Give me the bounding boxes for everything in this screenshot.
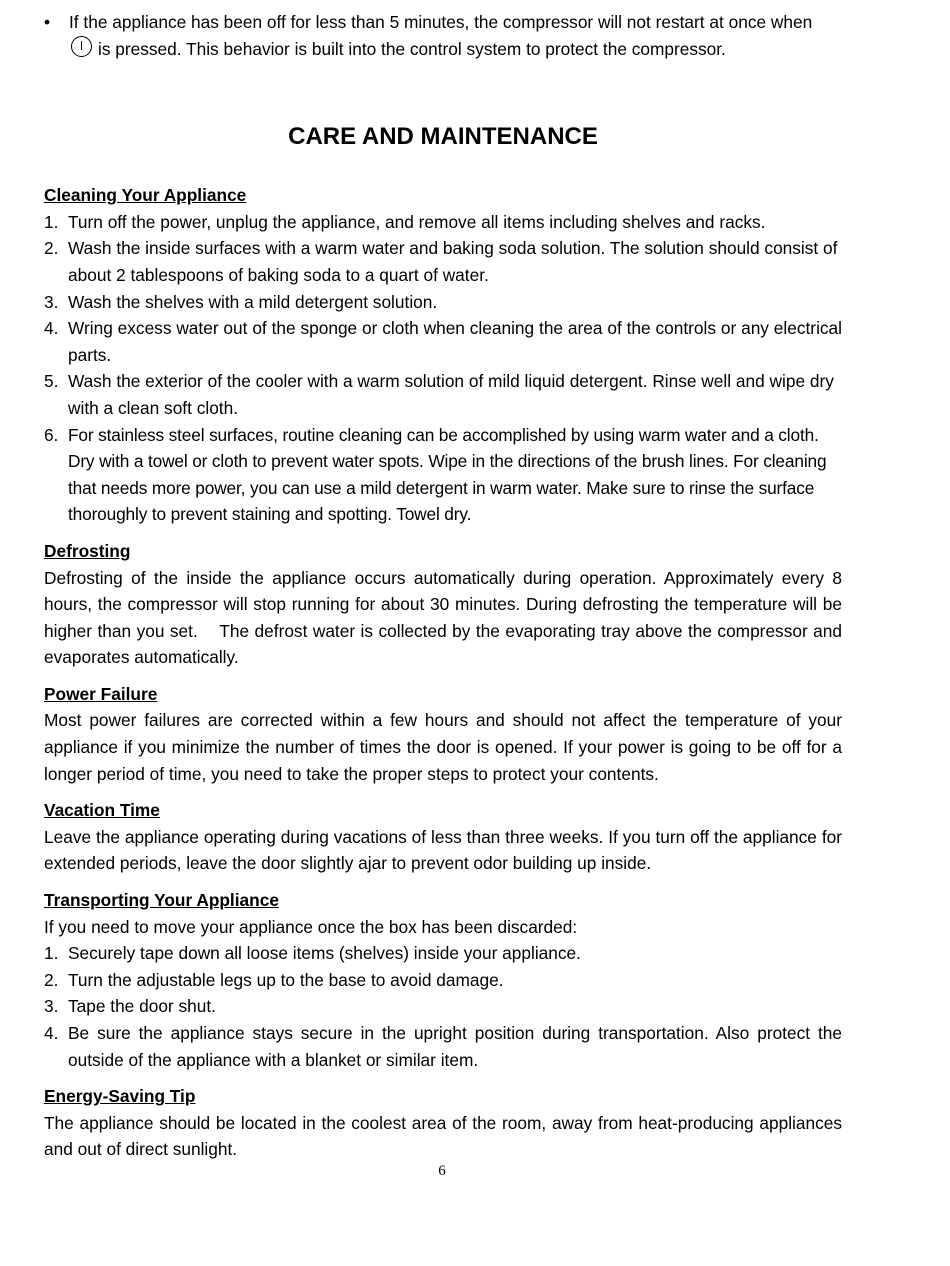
list-item-text: For stainless steel surfaces, routine cleaning can be accomplished by using warm water and a cloth. Dry with a towel or cloth to prevent water spots. Wipe in the directions of the brush lines. For cleaning that needs more power, you can use a mild detergent in warm water. Make sure to rinse the surface thoroughly to prevent staining and spotting. Towel dry. (68, 424, 827, 525)
vacation-heading: Vacation Time (44, 800, 160, 821)
defrosting-heading: Defrosting (44, 540, 131, 561)
list-item (44, 209, 842, 236)
list-item (44, 940, 842, 967)
page-number: 6 (438, 1163, 446, 1179)
energy-paragraph: The appliance should be located in the coolest area of the room, away from heat-producing appliances and out of direct sunlight. (44, 1112, 842, 1160)
list-item (44, 315, 842, 368)
list-item-number: 4. (44, 318, 59, 339)
energy-heading: Energy-Saving Tip (44, 1086, 196, 1107)
intro-bullet-text-end: is pressed. This behavior is built into the control system to protect the compressor. (98, 38, 726, 59)
page-title: CARE AND MAINTENANCE (288, 123, 598, 151)
power-failure-heading: Power Failure (44, 683, 158, 704)
list-item (44, 289, 842, 316)
list-item-text: Be sure the appliance stays secure in the upright position during transportation. Also protect the outside of the appliance with a blanket or similar item. (68, 1023, 842, 1070)
list-item-text: Wash the inside surfaces with a warm water and baking soda solution. The solution should consist of about 2 tablespoons of baking soda to a quart of water. (68, 238, 838, 285)
list-item-number: 1. (44, 943, 59, 964)
transporting-heading: Transporting Your Appliance (44, 890, 279, 911)
list-item-number: 2. (44, 969, 59, 990)
list-item (44, 422, 842, 528)
list-item-number: 4. (44, 1023, 59, 1043)
list-item (44, 967, 842, 994)
vacation-paragraph: Leave the appliance operating during vacations of less than three weeks. If you turn off the appliance for extended periods, leave the door slightly ajar to prevent odor building up inside. (44, 826, 842, 874)
cleaning-list (44, 209, 842, 528)
list-item-number: 3. (44, 996, 59, 1017)
list-item (44, 368, 842, 421)
intro-bullet (44, 9, 842, 62)
list-item-text: Securely tape down all loose items (shelves) inside your appliance. (68, 943, 581, 964)
bullet-marker: • (44, 12, 51, 32)
power-failure-paragraph: Most power failures are corrected within a few hours and should not affect the temperature of your appliance if you minimize the number of times the door is opened. If your power is going to be off for a longer period of time, you need to take the proper steps to protect your contents. (44, 710, 842, 784)
document-page (44, 9, 847, 1163)
power-button-icon (71, 36, 92, 57)
list-item (44, 1020, 842, 1073)
list-item (44, 235, 842, 288)
list-item-number: 2. (44, 238, 59, 259)
list-item-text: Tape the door shut. (68, 996, 216, 1017)
defrosting-paragraph: Defrosting of the inside the appliance occurs automatically during operation. Approximately every 8 hours, the compressor will stop running for about 30 minutes. During defrosting the temperature will be higher than you set. The defrost water is collected by the evaporating tray above the compressor and evaporates automatically. (44, 567, 847, 668)
list-item-number: 1. (44, 211, 59, 232)
list-item-number: 6. (44, 424, 59, 445)
list-item-text: Wash the exterior of the cooler with a warm solution of mild liquid detergent. Rinse well and wipe dry with a clean soft cloth. (68, 371, 834, 418)
list-item-number: 5. (44, 371, 59, 392)
list-item-text: Turn the adjustable legs up to the base to avoid damage. (68, 969, 504, 990)
transporting-intro: If you need to move your appliance once the box has been discarded: (44, 916, 578, 937)
intro-bullet-text-start: If the appliance has been off for less than 5 minutes, the compressor will not restart at once when (69, 12, 813, 32)
list-item-text: Wring excess water out of the sponge or cloth when cleaning the area of the controls or any electrical parts. (68, 318, 842, 365)
list-item-text: Turn off the power, unplug the appliance, and remove all items including shelves and racks. (68, 211, 766, 232)
list-item-text: Wash the shelves with a mild detergent solution. (68, 291, 438, 312)
list-item-number: 3. (44, 291, 59, 312)
transporting-list (44, 940, 842, 1073)
cleaning-heading: Cleaning Your Appliance (44, 185, 247, 206)
list-item (44, 993, 842, 1020)
